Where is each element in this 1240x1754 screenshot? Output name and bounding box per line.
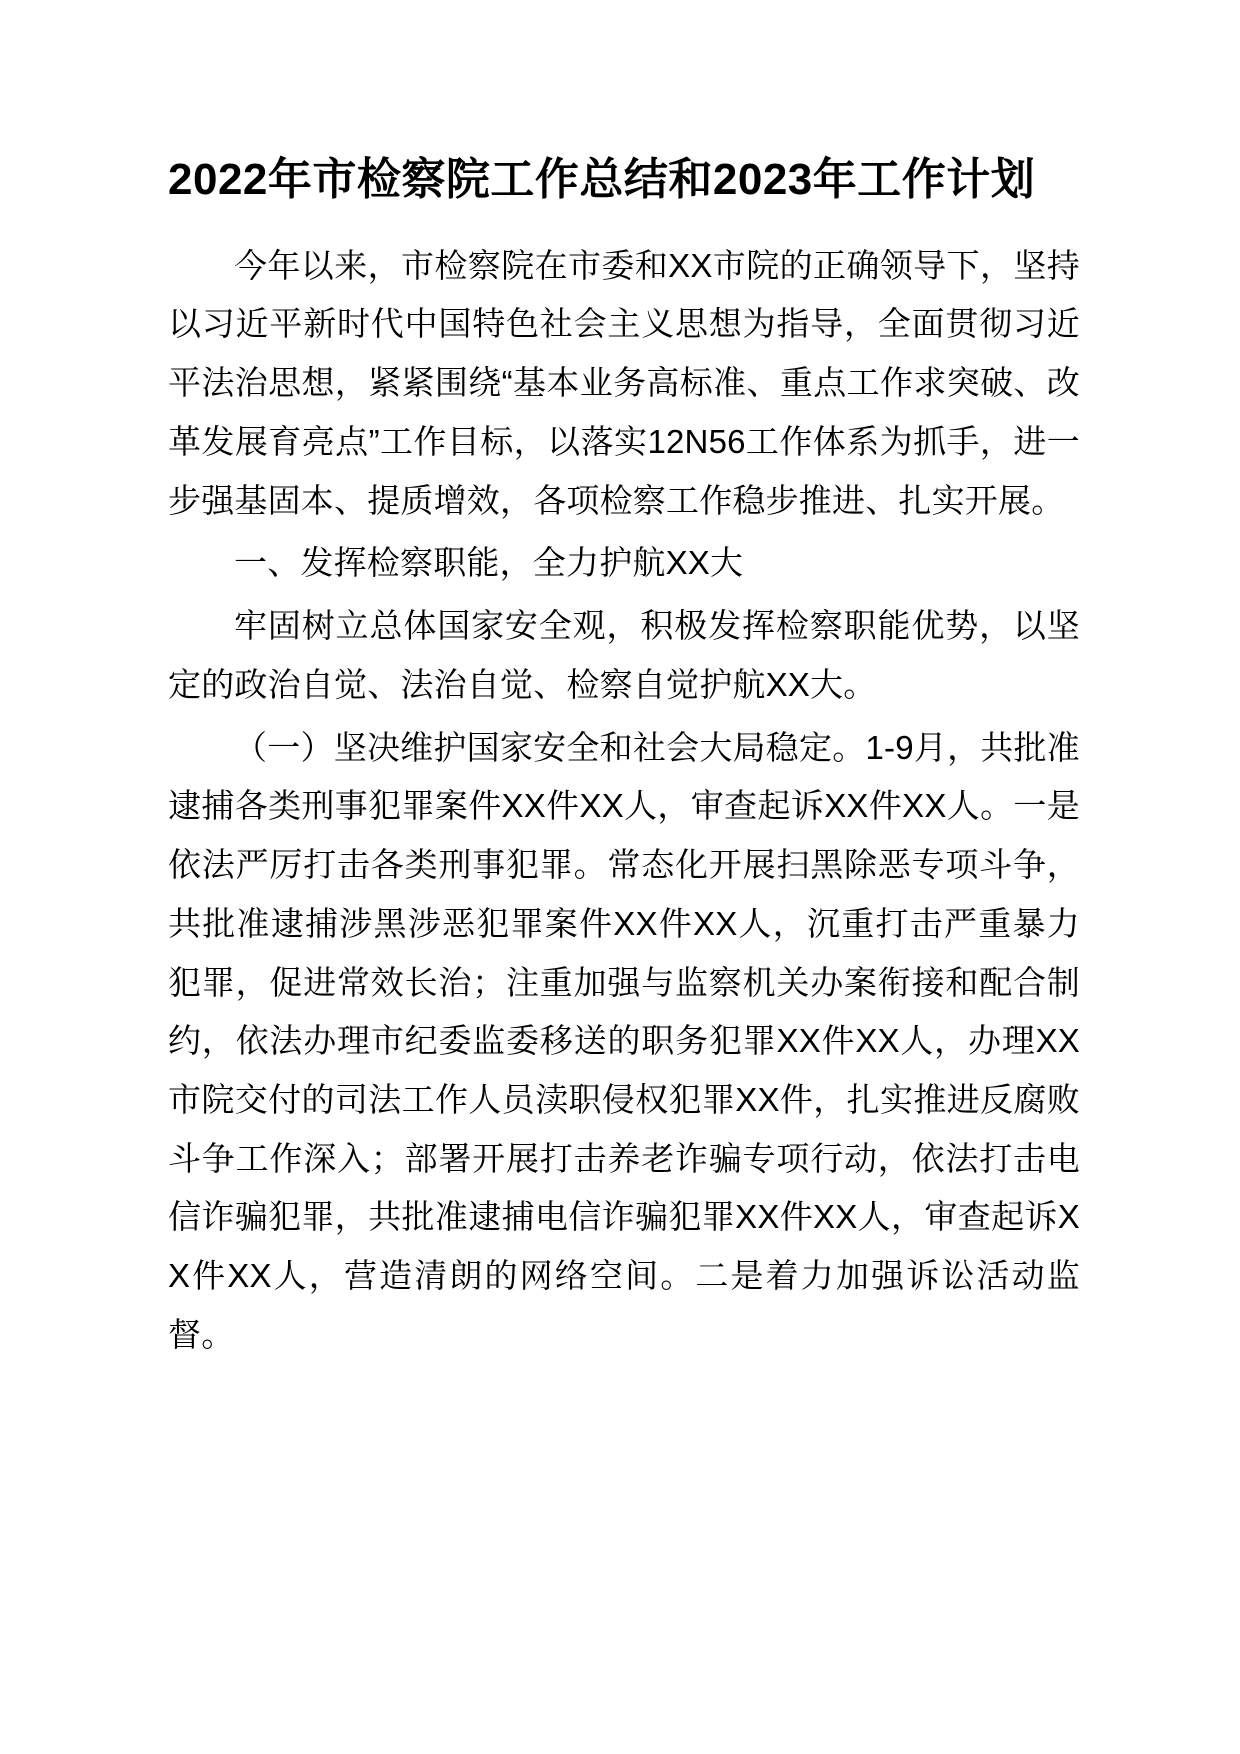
paragraph-intro: 今年以来，市检察院在市委和XX市院的正确领导下，坚持以习近平新时代中国特色社会主义思想为指导，全面贯彻习近平法治思想，紧紧围绕“基本业务高标准、重点工作求突破、改革发展育亮点”工作目标，以落实12N56工作体系为抓手，进一步强基固本、提质增效，各项检察工作稳步推进、扎实开展。 [168,246,1080,519]
paragraph-section-heading-1: 一、发挥检察职能，全力护航XX大 [234,544,744,582]
paragraph-subsection-1-1: （一）坚决维护国家安全和社会大局稳定。1‑9月，共批准逮捕各类刑事犯罪案件XX件XX人，审查起诉XX件XX人。一是依法严厉打击各类刑事犯罪。常态化开展扫黑除恶专项斗争，共批准逮捕涉黑涉恶犯罪案件XX件XX人，沉重打击严重暴力犯罪，促进常效长治；注重加强与监察机关办案衔接和配合制约，依法办理市纪委监委移送的职务犯罪XX件XX人，办理XX市院交付的司法工作人员渎职侵权犯罪XX件，扎实推进反腐败斗争工作深入；部署开展打击养老诈骗专项行动，依法打击电信诈骗犯罪，共批准逮捕电信诈骗犯罪XX件XX人，审查起诉XX件XX人，营造清朗的网络空间。二是着力加强诉讼活动监督。 [168,728,1080,1353]
paragraph-section-1-body: 牢固树立总体国家安全观，积极发挥检察职能优势，以坚定的政治自觉、法治自觉、检察自觉护航XX大。 [168,607,1080,703]
page-title: 2022年市检察院工作总结和2023年工作计划 [168,155,1036,204]
